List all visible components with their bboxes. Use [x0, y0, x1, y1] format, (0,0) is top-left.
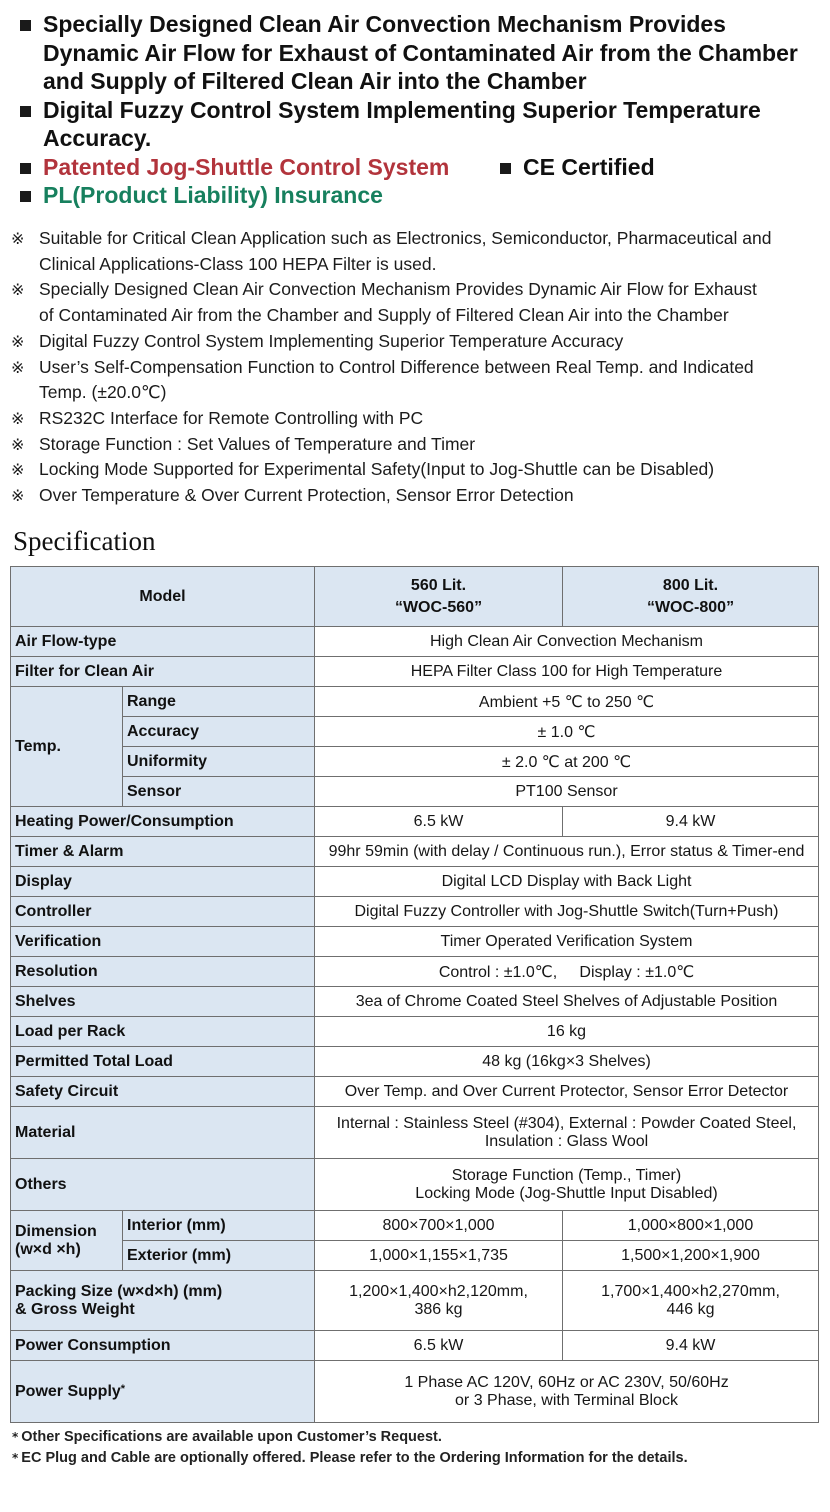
row-value: ± 1.0 ℃	[315, 717, 819, 747]
row-value: 16 kg	[315, 1017, 819, 1047]
label-line: Dimension	[15, 1222, 97, 1240]
model-560-header	[315, 567, 563, 627]
footnote-text: EC Plug and Cable are optionally offered. Please refer to the Ordering Information for the details.	[21, 1450, 688, 1466]
row-value	[315, 1107, 819, 1159]
table-row	[11, 717, 819, 747]
row-value	[315, 1271, 563, 1331]
table-row	[11, 807, 819, 837]
row-value: Ambient +5 ℃ to 250 ℃	[315, 687, 819, 717]
table-row	[11, 987, 819, 1017]
note-item	[11, 483, 821, 509]
square-bullet-icon	[20, 163, 31, 174]
feature-line: and Supply of Filtered Clean Air into the Chamber	[43, 68, 587, 94]
footnote	[12, 1450, 812, 1466]
specification-title: Specification	[13, 526, 156, 556]
row-value: Digital LCD Display with Back Light	[315, 867, 819, 897]
reference-mark-icon: ※	[11, 280, 25, 300]
row-value: 800×700×1,000	[315, 1211, 563, 1241]
note-line: Locking Mode Supported for Experimental Safety(Input to Jog-Shuttle can be Disabled)	[39, 459, 715, 480]
note-item	[11, 329, 821, 355]
row-label: Controller	[11, 897, 315, 927]
square-bullet-icon	[20, 106, 31, 117]
note-line: Clinical Applications-Class 100 HEPA Filter is used.	[39, 253, 437, 274]
row-value: Timer Operated Verification System	[315, 927, 819, 957]
note-line: Digital Fuzzy Control System Implementing Superior Temperature Accuracy	[39, 330, 624, 351]
table-row	[11, 1271, 819, 1331]
note-line: of Contaminated Air from the Chamber and Supply of Filtered Clean Air into the Chamber	[39, 305, 729, 326]
asterisk-icon: *	[12, 1430, 19, 1444]
table-row	[11, 1017, 819, 1047]
table-row	[11, 1211, 819, 1241]
feature-item-ce	[498, 153, 655, 182]
feature-text: PL(Product Liability) Insurance	[43, 182, 383, 208]
model-code: “WOC-560”	[394, 598, 483, 616]
label-line: (w×d ×h)	[15, 1240, 81, 1258]
row-label: Resolution	[11, 957, 315, 987]
note-line: User’s Self-Compensation Function to Control Difference between Real Temp. and Indicated	[39, 356, 754, 377]
note-line: Storage Function : Set Values of Temperature and Timer	[39, 433, 476, 454]
note-line: Suitable for Critical Clean Application such as Electronics, Semiconductor, Pharmaceutical and	[39, 228, 772, 248]
value-line: 1,200×1,400×h2,120mm,	[349, 1282, 528, 1300]
reference-mark-icon: ※	[11, 408, 25, 428]
note-item	[11, 406, 821, 432]
note-item	[11, 432, 821, 458]
model-capacity: 800 Lit.	[662, 576, 719, 594]
row-value	[315, 1159, 819, 1211]
table-row	[11, 927, 819, 957]
table-header-row	[11, 567, 819, 627]
row-label: Power Consumption	[11, 1331, 315, 1361]
row-value: 6.5 kW	[315, 807, 563, 837]
feature-text: Patented Jog-Shuttle Control System	[43, 153, 450, 180]
feature-line: Accuracy.	[43, 125, 152, 151]
table-row	[11, 1077, 819, 1107]
table-row	[11, 1047, 819, 1077]
row-label: Display	[11, 867, 315, 897]
table-row	[11, 747, 819, 777]
value-line: Locking Mode (Jog-Shuttle Input Disabled)	[415, 1184, 718, 1202]
value-line: 446 kg	[666, 1300, 715, 1318]
row-value: Digital Fuzzy Controller with Jog-Shuttle Switch(Turn+Push)	[315, 897, 819, 927]
sub-label: Interior (mm)	[123, 1211, 315, 1241]
row-value: 9.4 kW	[563, 1331, 819, 1361]
row-value: 3ea of Chrome Coated Steel Shelves of Adjustable Position	[315, 987, 819, 1017]
row-label: Others	[11, 1159, 315, 1211]
row-label: Material	[11, 1107, 315, 1159]
row-value: 9.4 kW	[563, 807, 819, 837]
row-label-temp: Temp.	[11, 687, 123, 807]
feature-text: CE Certified	[523, 153, 655, 180]
table-row	[11, 837, 819, 867]
value-line: Internal : Stainless Steel (#304), External : Powder Coated Steel,	[336, 1114, 797, 1132]
sub-label: Uniformity	[123, 747, 315, 777]
note-line: Temp. (±20.0℃)	[39, 382, 167, 403]
feature-item	[18, 10, 818, 96]
row-label	[11, 1271, 315, 1331]
square-bullet-icon	[20, 20, 31, 31]
reference-mark-icon: ※	[11, 357, 25, 377]
row-value: Over Temp. and Over Current Protector, Sensor Error Detector	[315, 1077, 819, 1107]
row-value: 6.5 kW	[315, 1331, 563, 1361]
model-header: Model	[11, 567, 315, 627]
feature-item	[18, 96, 818, 153]
table-row	[11, 1241, 819, 1271]
row-value	[315, 1361, 819, 1423]
table-row	[11, 777, 819, 807]
value-line: Storage Function (Temp., Timer)	[451, 1166, 682, 1184]
row-value: 99hr 59min (with delay / Continuous run.), Error status & Timer-end	[315, 837, 819, 867]
table-row	[11, 687, 819, 717]
reference-mark-icon: ※	[11, 229, 25, 248]
row-value: 1,500×1,200×1,900	[563, 1241, 819, 1271]
note-item	[11, 226, 821, 277]
reference-mark-icon: ※	[11, 460, 25, 480]
row-label: Verification	[11, 927, 315, 957]
reference-mark-icon: ※	[11, 434, 25, 454]
feature-row	[18, 153, 818, 182]
model-capacity: 560 Lit.	[410, 576, 467, 594]
row-value	[563, 1271, 819, 1331]
table-row	[11, 1331, 819, 1361]
feature-line: Specially Designed Clean Air Convection Mechanism Provides	[43, 11, 726, 37]
feature-line: Digital Fuzzy Control System Implementing Superior Temperature	[43, 96, 761, 123]
sub-label: Range	[123, 687, 315, 717]
feature-list	[18, 10, 818, 210]
specification-table	[10, 566, 819, 1423]
row-value: HEPA Filter Class 100 for High Temperature	[315, 657, 819, 687]
reference-mark-icon: ※	[11, 331, 25, 351]
model-800-header	[563, 567, 819, 627]
asterisk-icon: *	[12, 1451, 19, 1465]
table-row	[11, 1159, 819, 1211]
sub-label: Accuracy	[123, 717, 315, 747]
row-value: 48 kg (16kg×3 Shelves)	[315, 1047, 819, 1077]
row-label: Load per Rack	[11, 1017, 315, 1047]
label-text: Power Supply	[15, 1382, 121, 1400]
row-value: 1,000×800×1,000	[563, 1211, 819, 1241]
note-line: RS232C Interface for Remote Controlling with PC	[39, 407, 424, 428]
row-label: Filter for Clean Air	[11, 657, 315, 687]
row-value: Control : ±1.0℃, Display : ±1.0℃	[315, 957, 819, 987]
table-row	[11, 957, 819, 987]
row-value: 1,000×1,155×1,735	[315, 1241, 563, 1271]
square-bullet-icon	[500, 163, 511, 174]
feature-item-pl	[18, 181, 818, 210]
table-row	[11, 627, 819, 657]
row-value: ± 2.0 ℃ at 200 ℃	[315, 747, 819, 777]
row-label: Timer & Alarm	[11, 837, 315, 867]
table-row	[11, 897, 819, 927]
row-label: Heating Power/Consumption	[11, 807, 315, 837]
sub-label: Exterior (mm)	[123, 1241, 315, 1271]
value-line: 1,700×1,400×h2,270mm,	[601, 1282, 780, 1300]
value-line: or 3 Phase, with Terminal Block	[455, 1391, 678, 1409]
row-label: Safety Circuit	[11, 1077, 315, 1107]
feature-item-patent	[18, 153, 449, 182]
footnote-mark: *	[120, 1382, 126, 1395]
note-line: Specially Designed Clean Air Convection Mechanism Provides Dynamic Air Flow for Exhaust	[39, 279, 757, 300]
row-label: Air Flow-type	[11, 627, 315, 657]
value-line: 386 kg	[414, 1300, 463, 1318]
row-label-dimension	[11, 1211, 123, 1271]
note-item	[11, 457, 821, 483]
row-value: PT100 Sensor	[315, 777, 819, 807]
note-line: Over Temperature & Over Current Protection, Sensor Error Detection	[39, 485, 574, 506]
row-label: Permitted Total Load	[11, 1047, 315, 1077]
feature-line: Dynamic Air Flow for Exhaust of Contaminated Air from the Chamber	[43, 39, 798, 66]
note-list	[11, 226, 821, 509]
table-row	[11, 1361, 819, 1423]
reference-mark-icon: ※	[11, 486, 25, 506]
sub-label: Sensor	[123, 777, 315, 807]
label-line: Packing Size (w×d×h) (mm)	[15, 1282, 223, 1300]
square-bullet-icon	[20, 191, 31, 202]
footnote	[12, 1429, 812, 1445]
label-line: & Gross Weight	[15, 1300, 135, 1318]
footnote-text: Other Specifications are available upon Customer’s Request.	[21, 1429, 442, 1445]
note-item	[11, 355, 821, 406]
model-code: “WOC-800”	[646, 598, 735, 616]
row-value: High Clean Air Convection Mechanism	[315, 627, 819, 657]
table-row	[11, 657, 819, 687]
note-item	[11, 277, 821, 328]
table-row	[11, 867, 819, 897]
value-line: 1 Phase AC 120V, 60Hz or AC 230V, 50/60Hz	[404, 1373, 729, 1391]
row-label: Shelves	[11, 987, 315, 1017]
value-line: Insulation : Glass Wool	[484, 1132, 649, 1150]
row-label	[11, 1361, 315, 1423]
table-row	[11, 1107, 819, 1159]
